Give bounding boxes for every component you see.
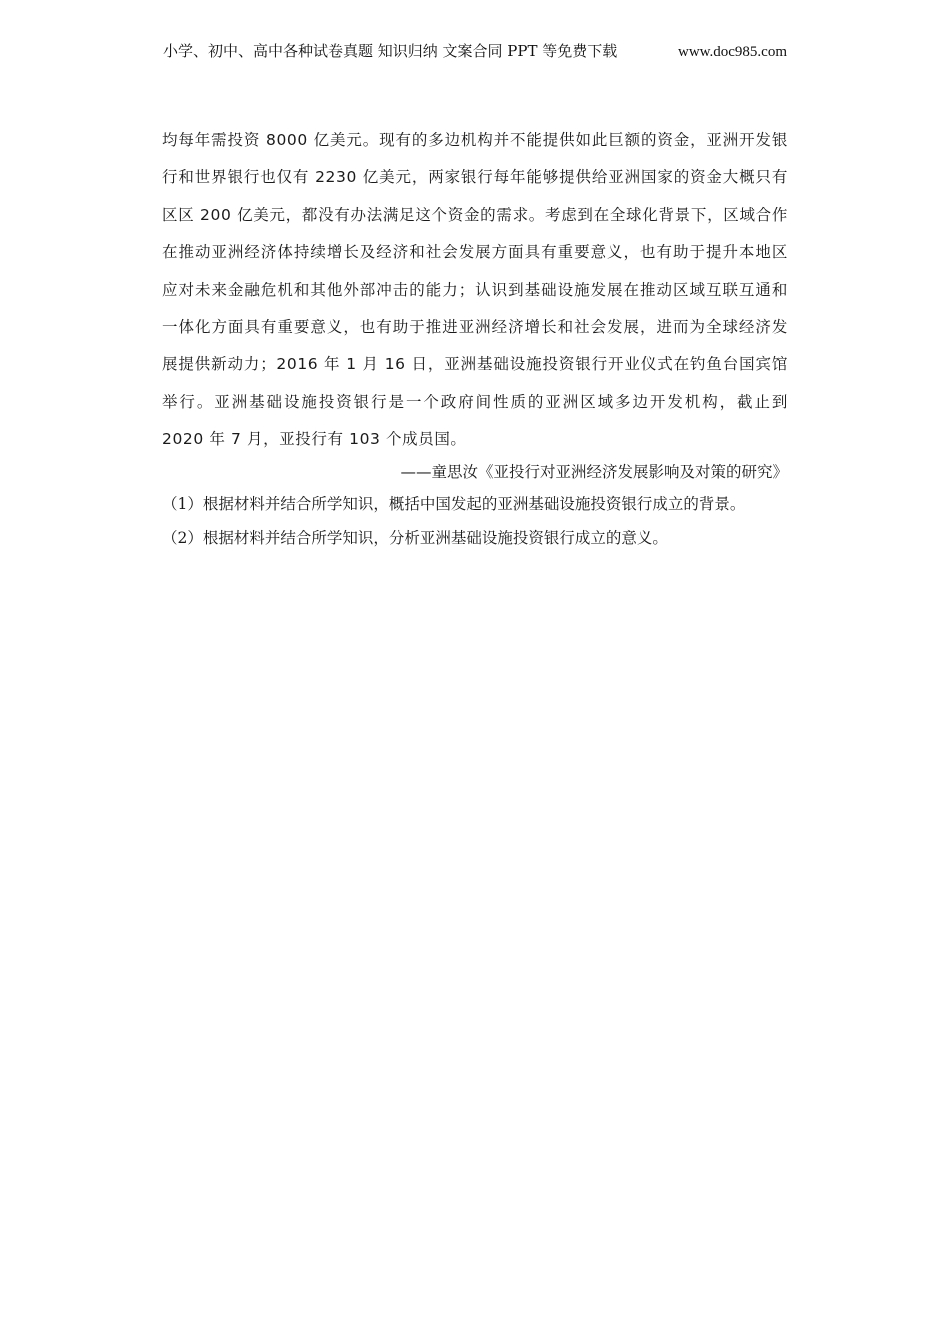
material-paragraph: 均每年需投资 8000 亿美元。现有的多边机构并不能提供如此巨额的资金，亚洲开发银行和世界银行也仅有 2230 亿美元，两家银行每年能够提供给亚洲国家的资金大概只有区区 200 亿美元，都没有办法满足这个资金的需求。考虑到在全球化背景下，区域合作在推动亚洲经济体持续增长及经济和社会发展方面具有重要意义，也有助于提升本地区应对未来金融危机和其他外部冲击的能力；认识到基础设施发展在推动区域互联互通和一体化方面具有重要意义，也有助于推进亚洲经济增长和社会发展，进而为全球经济发展提供新动力；2016 年 1 月 16 日，亚洲基础设施投资银行开业仪式在钓鱼台国宾馆举行。亚洲基础设施投资银行是一个政府间性质的亚洲区域多边开发机构，截止到 2020 年 7 月，亚投行有 103 个成员国。 bbox=[162, 131, 788, 449]
header-site-link[interactable]: www.doc985.com bbox=[677, 44, 787, 60]
material-attribution: ——童思汝《亚投行对亚洲经济发展影响及对策的研究》 bbox=[400, 462, 788, 481]
question-2: （2）根据材料并结合所学知识，分析亚洲基础设施投资银行成立的意义。 bbox=[162, 528, 668, 547]
question-1: （1）根据材料并结合所学知识，概括中国发起的亚洲基础设施投资银行成立的背景。 bbox=[162, 494, 746, 513]
document-body bbox=[162, 122, 788, 555]
page-header bbox=[163, 40, 787, 61]
header-text: 小学、初中、高中各种试卷真题 知识归纳 文案合同 PPT 等免费下载 bbox=[163, 42, 618, 60]
